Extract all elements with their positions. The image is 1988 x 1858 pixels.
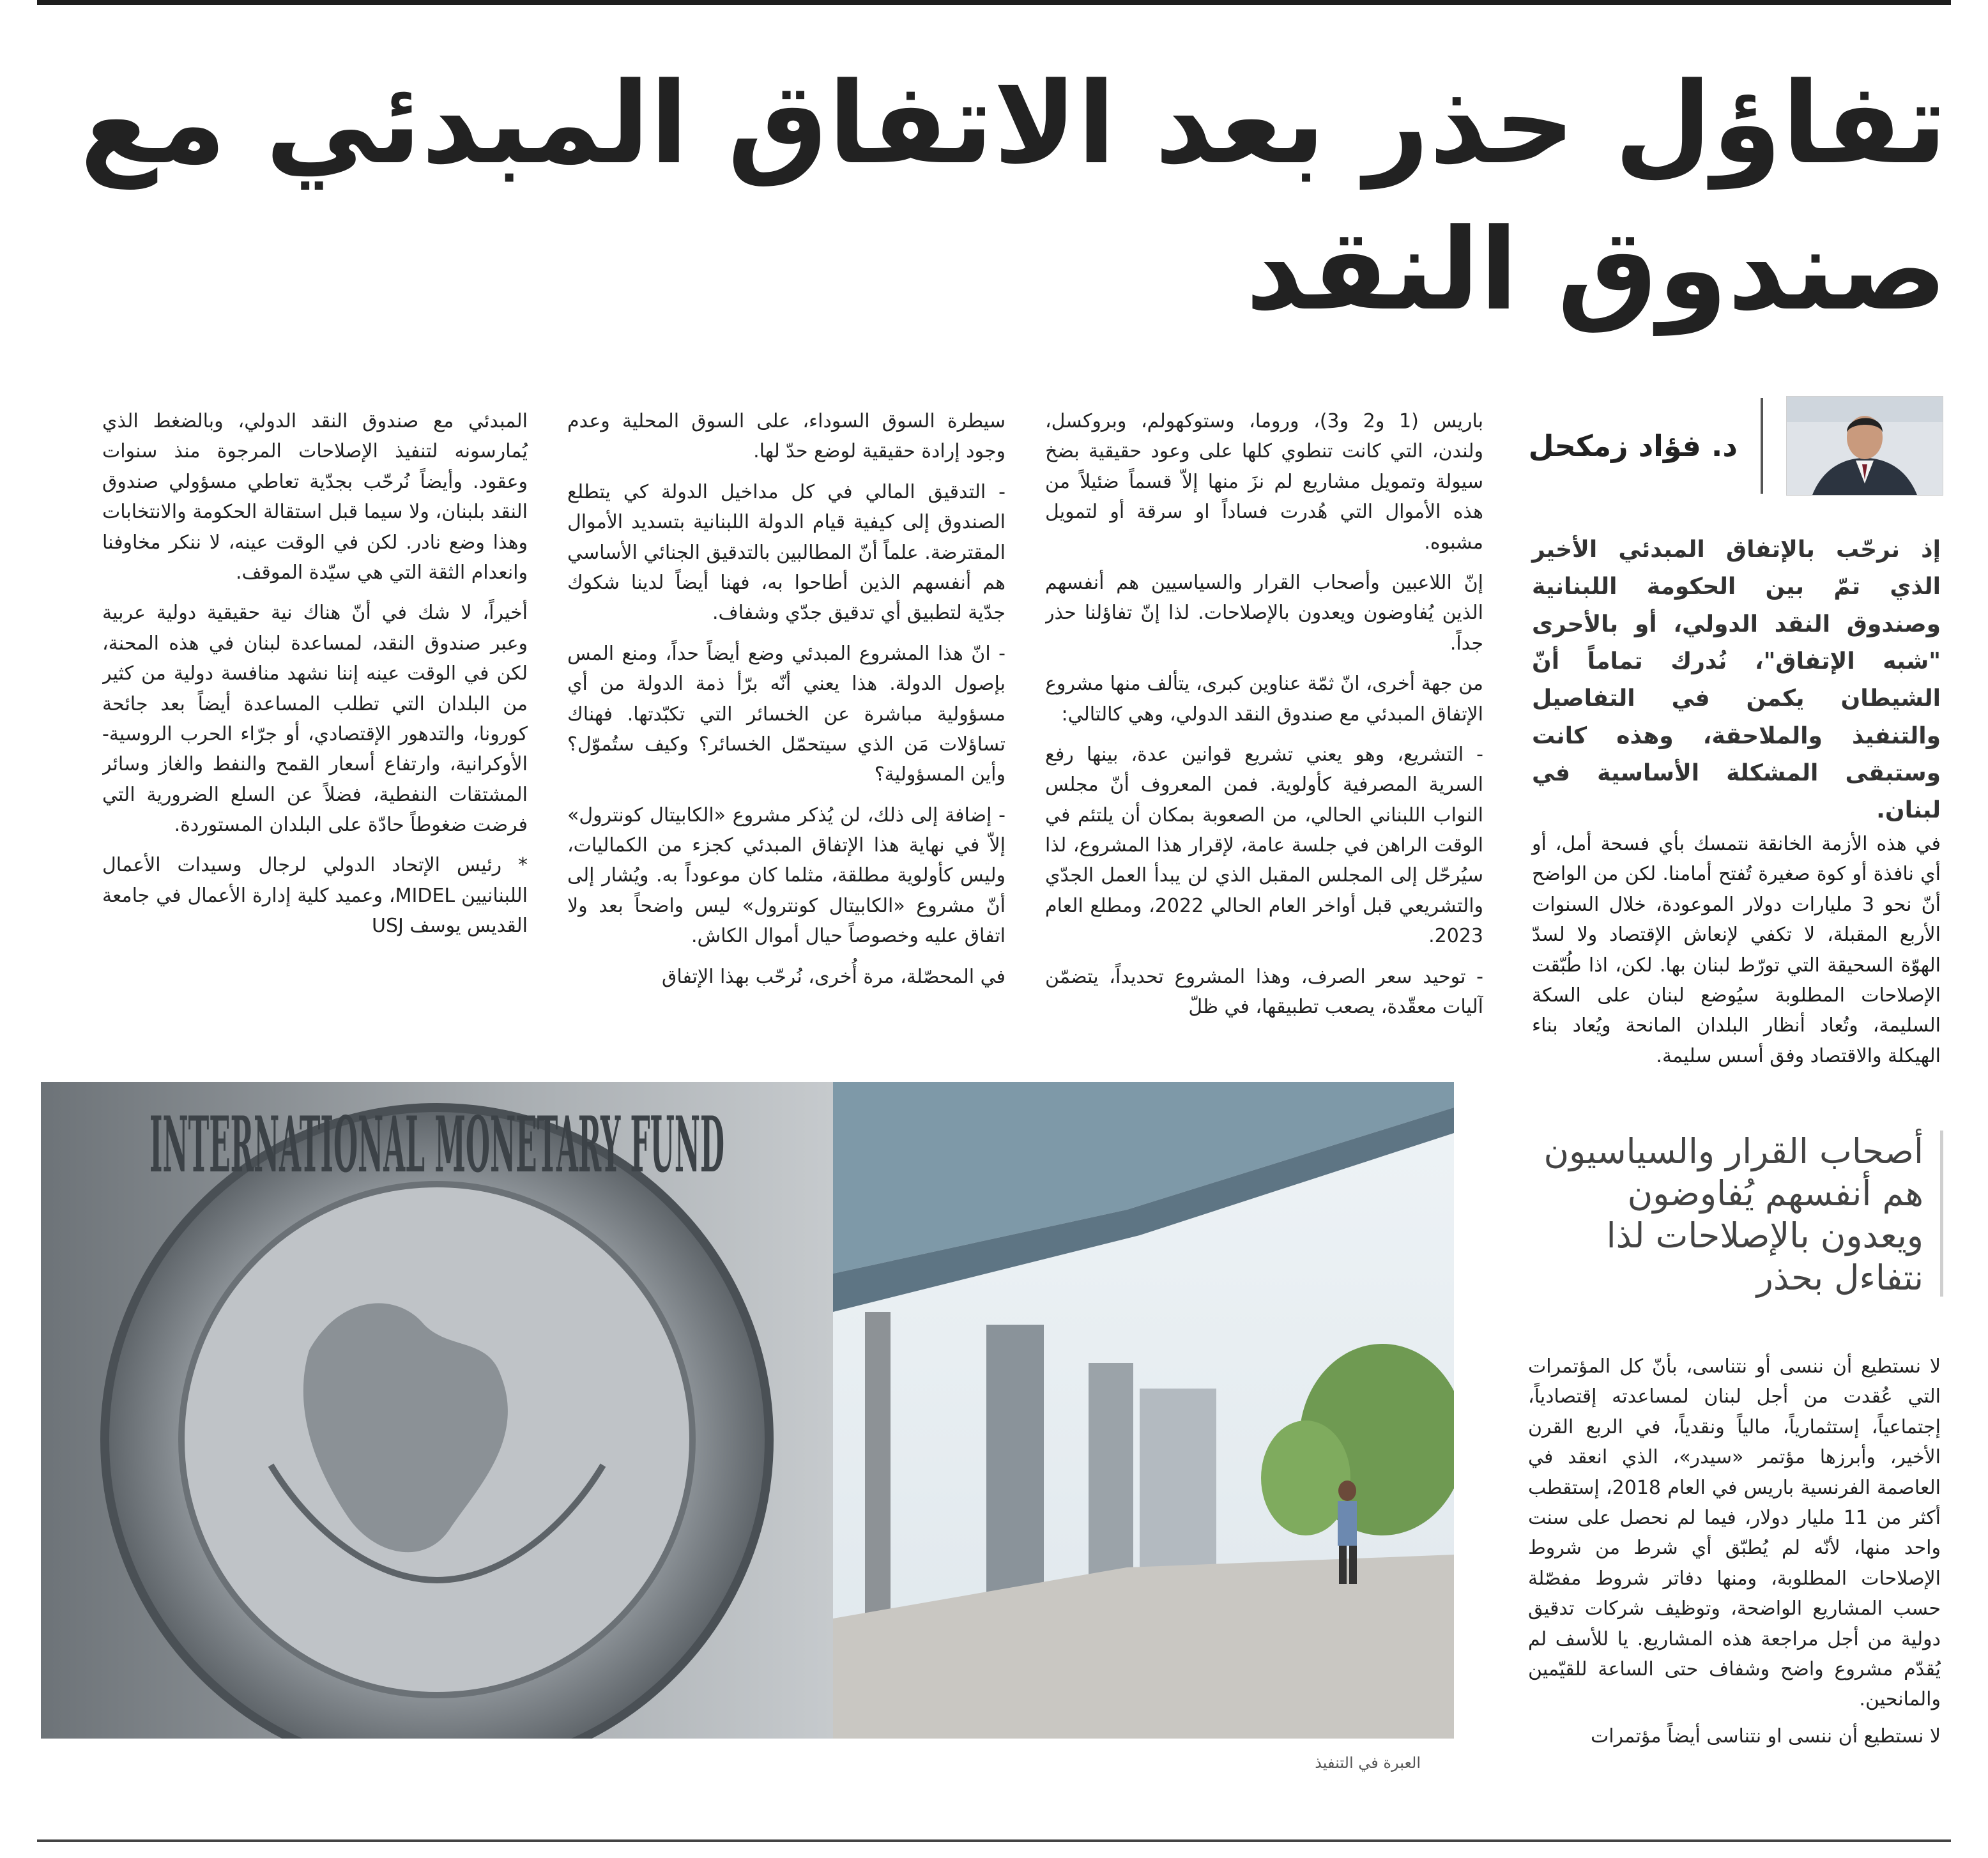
photo-caption: العبرة في التنفيذ (1315, 1754, 1421, 1772)
paragraph: - التدقيق المالي في كل مداخيل الدولة كي يتطلع الصندوق إلى كيفية قيام الدولة اللبنانية بتسديد الأموال المقترضة. علماً أنّ المطالبين بالتدقيق الجنائي الأساسي هم أنفسهم الذين أطاحوا به، فهنا أيضاً لدينا شكوك جدّية لتطبيق أي تدقيق جدّي وشفاف. (567, 480, 1005, 625)
byline-divider (1761, 398, 1763, 494)
paragraph: أخيراً، لا شك في أنّ هناك نية حقيقية دولية عربية وعبر صندوق النقد، لمساعدة لبنان في هذه المحنة، لكن في الوقت عينه إننا نشهد منافسة دولية من كثير من البلدان التي تطلب المساعدة أيضاً بعد جائحة كورونا، والتدهور الإقتصادي، أو جرّاء الحرب الروسية- الأوكرانية، وارتفاع أسعار القمح والنفط والغاز وسائر المشتقات النفطية، فضلاً عن السلع الضرورية التي فرضت ضغوطاً حادّة على البلدان المستوردة. (102, 602, 528, 837)
author-portrait-icon (1786, 396, 1943, 496)
paragraph: باريس (1 و2 و3)، وروما، وستوكهولم، وبروكسل، ولندن، التي كانت تنطوي كلها على وعود حقيقية بضخ سيولة وتمويل مشاريع لم نزَ منها إلاّ قسماً ضئيلاً من هذه الأموال التي هُدرت فساداً او سرقة أو لتمويل مشبوه. (1045, 410, 1483, 554)
byline (1528, 395, 1943, 497)
lead-paragraph: إذ نرحّب بالإتفاق المبدئي الأخير الذي تمّ بين الحكومة اللبنانية وصندوق النقد الدولي، أو بالأحرى "شبه الإتفاق"، نُدرك تماماً أنّ الشيطان يكمن في التفاصيل والتنفيذ والملاحقة، وهذه كانت وستبقى المشكلة الأساسية في لبنان. (1532, 537, 1941, 824)
paragraph: - توحيد سعر الصرف، وهذا المشروع تحديداً، يتضمّن آليات معقّدة، يصعب تطبيقها، في ظلّ (1045, 965, 1483, 1019)
paragraph: إنّ اللاعبين وأصحاب القرار والسياسيين هم أنفسهم الذين يُفاوضون ويعدون بالإصلاحات. لذا إنّ تفاؤلنا حذر جداً. (1045, 571, 1483, 655)
paragraph: من جهة أخرى، انّ ثمّة عناوين كبرى، يتألف منها مشروع الإتفاق المبدئي مع صندوق النقد الدولي، وهي كالتالي: (1045, 673, 1483, 726)
top-rule (37, 0, 1951, 5)
column-1-lower (1528, 1352, 1941, 1748)
paragraph: - التشريع، وهو يعني تشريع قوانين عدة، بينها رفع السرية المصرفية كأولوية. فمن المعروف أنّ مجلس النواب اللبناني الحالي، من الصعوبة بمكان أن يلتئم في الوقت الراهن في جلسة عامة، لإقرار هذا المشروع، لذا سيُرحّل إلى المجلس المقبل الذي لن يبدأ العمل الجدّي والتشريعي قبل أواخر العام الحالي 2022، ومطلع العام 2023. (1045, 743, 1483, 948)
pull-quote: أصحاب القرار والسياسيون هم أنفسهم يُفاوضون ويعدون بالإصلاحات لذا نتفاءل بحذر (1527, 1131, 1943, 1297)
paragraph: لا نستطيع أن ننسى أو نتناسى، بأنّ كل المؤتمرات التي عُقدت من أجل لبنان لمساعدته إقتصادياً، إجتماعياً، إستثمارياً، مالياً ونقدياً، في الربع القرن الأخير، وأبرزها مؤتمر «سيدر»، الذي انعقد في العاصمة الفرنسية باريس في العام 2018، إستقطب أكثر من 11 مليار دولار، فيما لم نحصل على سنت واحد منها، لأنّه لم يُطبّق أي شرط من شروط الإصلاحات المطلوبة، ومنها دفاتر شروط مفصّلة حسب المشاريع الواضحة، وتوظيف شركات تدقيق دولية من أجل مراجعة هذه المشاريع. يا للأسف لم يُقدّم مشروع واضح وشفاف حتى الساعة للقيّمين والمانحين. (1528, 1355, 1941, 1711)
paragraph: سيطرة السوق السوداء، على السوق المحلية وعدم وجود إرادة حقيقية لوضع حدّ لها. (567, 410, 1005, 463)
column-4 (102, 406, 528, 1058)
paragraph: - انّ هذا المشروع المبدئي وضع أيضاً حداً، ومنع المس بإصول الدولة. هذا يعني أنّه برّأ ذمة الدولة من أي مسؤولية مباشرة عن الخسائر التي تكبّدتها. فهناك تساؤلات مَن الذي سيتحمّل الخسائر؟ وكيف ستُموّل؟ وأين المسؤولية؟ (567, 642, 1005, 786)
paragraph: في المحصّلة، مرة أُخرى، نُرحّب بهذا الإتفاق (662, 965, 1005, 988)
imf-seal-photo (41, 1082, 1454, 1739)
seal-text: INTERNATIONAL MONETARY FUND (149, 1100, 724, 1190)
paragraph: - إضافة إلى ذلك، لن يُذكر مشروع «الكابيتال كونترول» إلاّ في نهاية هذا الإتفاق المبدئي كجزء من الكماليات، وليس كأولوية مطلقة، مثلما كان موعوداً به. ويُشار إلى أنّ مشروع «الكابيتال كونترول» ليس واضحاً بعد ولا اتفاق عليه وخصوصاً حيال أموال الكاش. (567, 803, 1005, 948)
column-1-paragraph: في هذه الأزمة الخانقة نتمسك بأي فسحة أمل، أو أي نافذة أو كوة صغيرة تُفتح أمامنا. لكن من الواضح أنّ نحو 3 مليارات دولار الموعودة، خلال السنوات الأربع المقبلة، لا تكفي لإنعاش الإقتصاد ولا لسدّ الهوّة السحيقة التي تورّط لبنان بها. لكن، اذا طُبّقت الإصلاحات المطلوبة سيُوضع لبنان على السكة السليمة، وتُعاد أنظار البلدان المانحة ويُعاد بناء الهيكلة والاقتصاد وفق أسس سليمة. (1532, 833, 1941, 1067)
author-name: د. فؤاد زمكحل (1528, 429, 1738, 463)
paragraph: المبدئي مع صندوق النقد الدولي، وبالضغط الذي يُمارسونه لتنفيذ الإصلاحات المرجوة منذ سنوات وعقود. وأيضاً نُرحّب بجدّية تعاطي مسؤولي صندوق النقد بلبنان، ولا سيما قبل استقالة الحكومة والانتخابات وهذا وضع نادر. لكن في الوقت عينه، لا ننكر مخاوفنا وانعدام الثقة التي هي سيّدة الموقف. (102, 410, 528, 584)
column-3 (567, 406, 1005, 1058)
bottom-rule (37, 1839, 1951, 1842)
author-footnote: * رئيس الإتحاد الدولي لرجال وسيدات الأعمال اللبنانيين MIDEL، وعميد كلية إدارة الأعمال في جامعة القديس يوسف USJ (102, 854, 528, 938)
paragraph: لا نستطيع أن ننسى او نتناسى أيضاً مؤتمرات (1591, 1725, 1941, 1748)
headline: تفاؤل حذر بعد الاتفاق المبدئي مع صندوق النقد (79, 58, 1947, 335)
column-2 (1045, 406, 1483, 1058)
